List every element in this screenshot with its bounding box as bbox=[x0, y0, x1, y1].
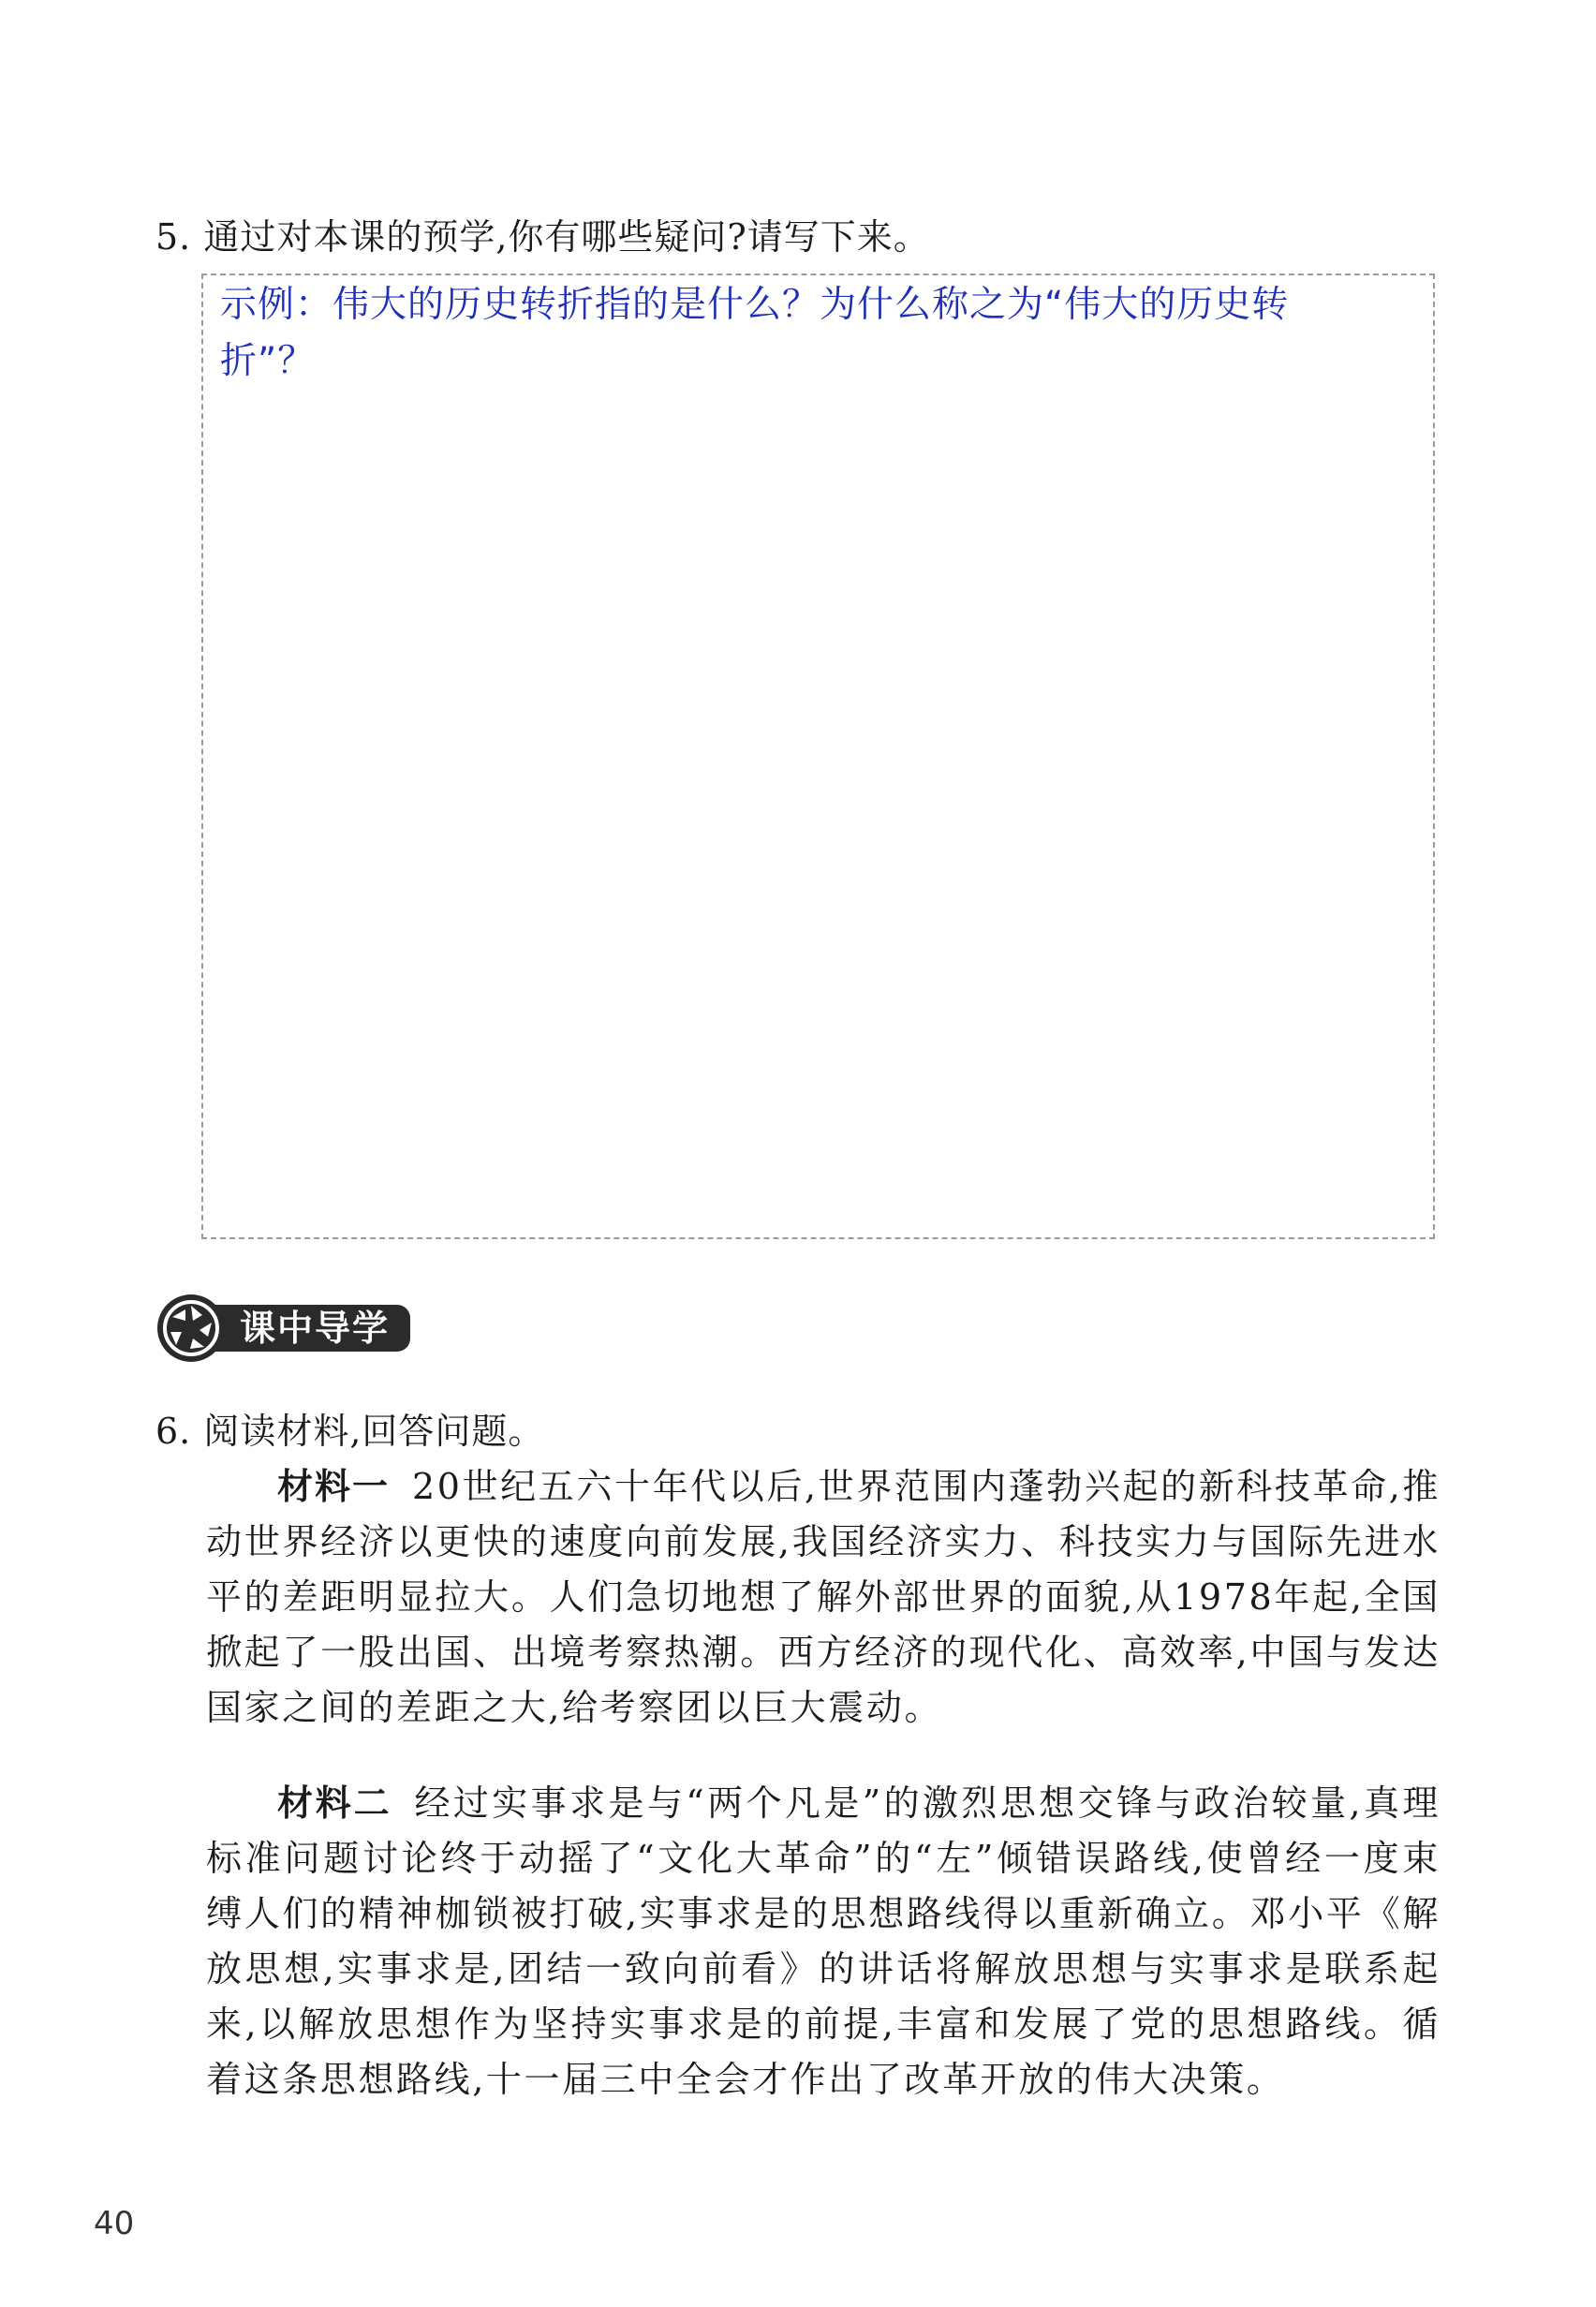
material-2-text: 经过实事求是与“两个凡是”的激烈思想交锋与政治较量,真理标准问题讨论终于动摇了“文化大革命”的“左”倾错误路线,使曾经一度束缚人们的精神枷锁被打破,实事求是的思想路线得以重新确立。邓小平《解放思想,实事求是,团结一致向前看》的讲话将解放思想与实事求是联系起来,以解放思想作为坚持实事求是的前提,丰富和发展了党的思想路线。循着这条思想路线,十一届三中全会才作出了改革开放的伟大决策。 bbox=[206, 1782, 1441, 2100]
aperture-icon bbox=[155, 1293, 227, 1364]
material-2 bbox=[206, 1775, 1441, 2107]
material-1-text: 20世纪五六十年代以后,世界范围内蓬勃兴起的新科技革命,推动世界经济以更快的速度向前发展,我国经济实力、科技实力与国际先进水平的差距明显拉大。人们急切地想了解外部世界的面貌,从1978年起,全国掀起了一股出国、出境考察热潮。西方经济的现代化、高效率,中国与发达国家之间的差距之大,给考察团以巨大震动。 bbox=[206, 1466, 1441, 1728]
material-1 bbox=[206, 1458, 1441, 1736]
section-title: 课中导学 bbox=[206, 1305, 410, 1352]
question-6-prompt: 6. 阅读材料,回答问题。 bbox=[155, 1411, 545, 1452]
material-2-label: 材料二 bbox=[277, 1782, 392, 1824]
answer-box[interactable] bbox=[201, 274, 1435, 1239]
page-number: 40 bbox=[94, 2205, 135, 2242]
answer-line-1: 示例：伟大的历史转折指的是什么？为什么称之为“伟大的历史转 bbox=[220, 284, 1290, 326]
question-5-prompt: 5. 通过对本课的预学,你有哪些疑问?请写下来。 bbox=[155, 216, 930, 258]
section-banner bbox=[155, 1294, 410, 1362]
answer-line-2: 折”？ bbox=[220, 340, 316, 382]
material-1-label: 材料一 bbox=[277, 1465, 391, 1507]
answer-text bbox=[220, 277, 1410, 390]
